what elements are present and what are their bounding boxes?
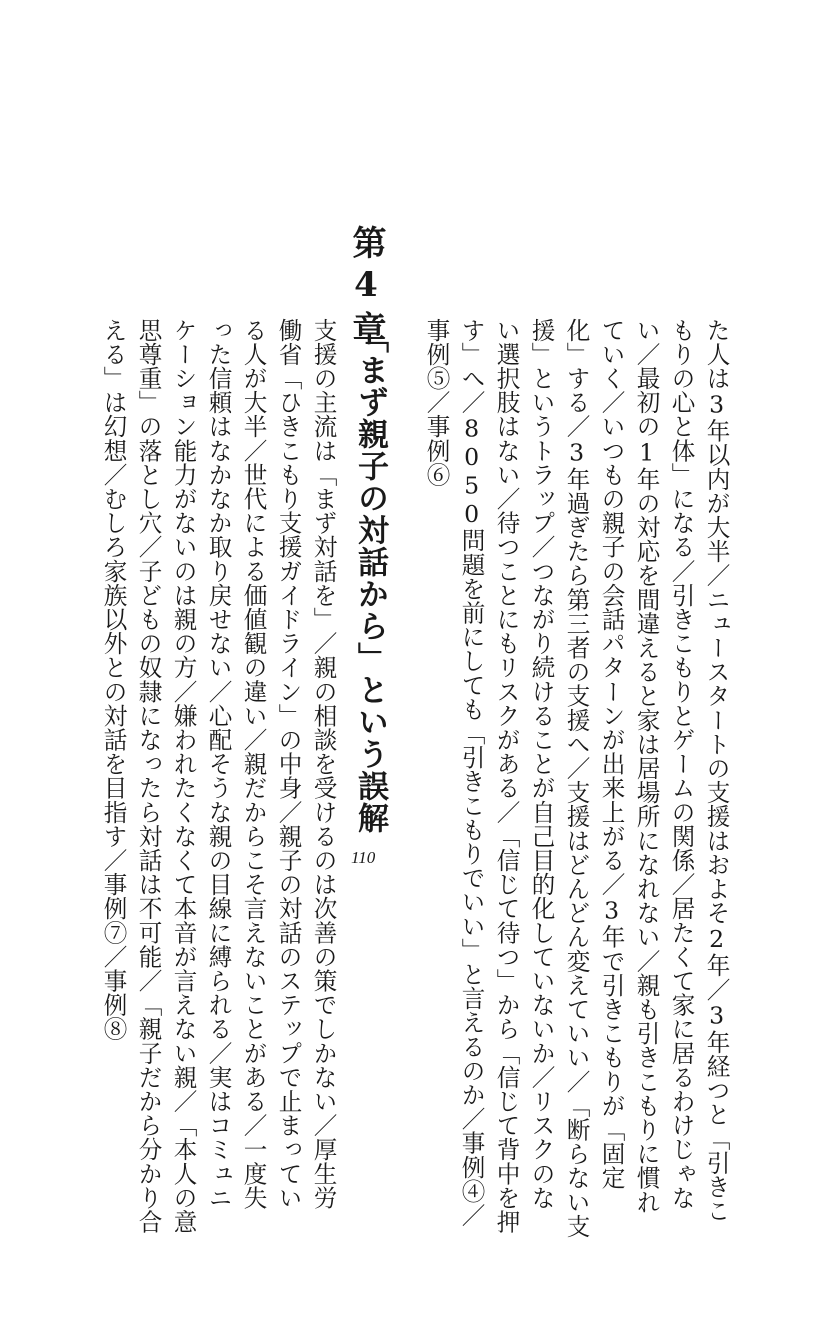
- text-line: す」へ／8050問題を前にしても「引きこもりでいい」と言えるのか／事例④／: [457, 318, 486, 1228]
- chapter-title: 「まず親子の対話から」という誤解: [352, 322, 388, 834]
- text-line: い選択肢はない／待つことにもリスクがある／「信じて待つ」から「信じて背中を押: [492, 318, 521, 1234]
- text-line: た人は3年以内が大半／ニュースタートの支援はおよそ2年／3年経つと「引きこ: [702, 318, 731, 1223]
- text-line: もりの心と体」になる／引きこもりとゲームの関係／居たくて家に居るわけじゃな: [667, 318, 696, 1210]
- text-line: 事例⑤／事例⑥: [422, 318, 451, 487]
- text-line: い／最初の1年の対応を間違えると家は居場所になれない／親も引きこもりに慣れ: [632, 318, 661, 1215]
- text-line: 援」というトラップ／つながり続けることが自己目的化していないか／リスクのな: [527, 318, 556, 1210]
- text-line: ていく／いつもの親子の会話パターンが出来上がる／3年で引きこもりが「固定: [597, 318, 626, 1190]
- text-line: 支援の主流は「まず対話を」／親の相談を受けるのは次善の策でしかない／厚生労: [309, 318, 338, 1210]
- text-line: った信頼はなかなか取り戻せない／心配そうな親の目線に縛られる／実はコミュニ: [204, 318, 233, 1210]
- chapter-number: 第4章: [346, 225, 386, 351]
- text-line: える」は幻想／むしろ家族以外との対話を目指す／事例⑦／事例⑧: [99, 318, 128, 1041]
- text-line: 働省「ひきこもり支援ガイドライン」の中身／親子の対話のステップで止まってい: [274, 318, 303, 1210]
- text-line: ケーション能力がないのは親の方／嫌われたくなくて本音が言えない親／「本人の意: [169, 318, 198, 1234]
- text-line: 化」する／3年過ぎたら第三者の支援へ／支援はどんどん変えていい／「断らない支: [562, 318, 591, 1239]
- text-line: 思尊重」の落とし穴／子どもの奴隷になったら対話は不可能／「親子だから分かり合: [134, 318, 163, 1234]
- page-number: 110: [351, 848, 376, 867]
- text-line: る人が大半／世代による価値観の違い／親だからこそ言えないことがある／一度失: [239, 318, 268, 1210]
